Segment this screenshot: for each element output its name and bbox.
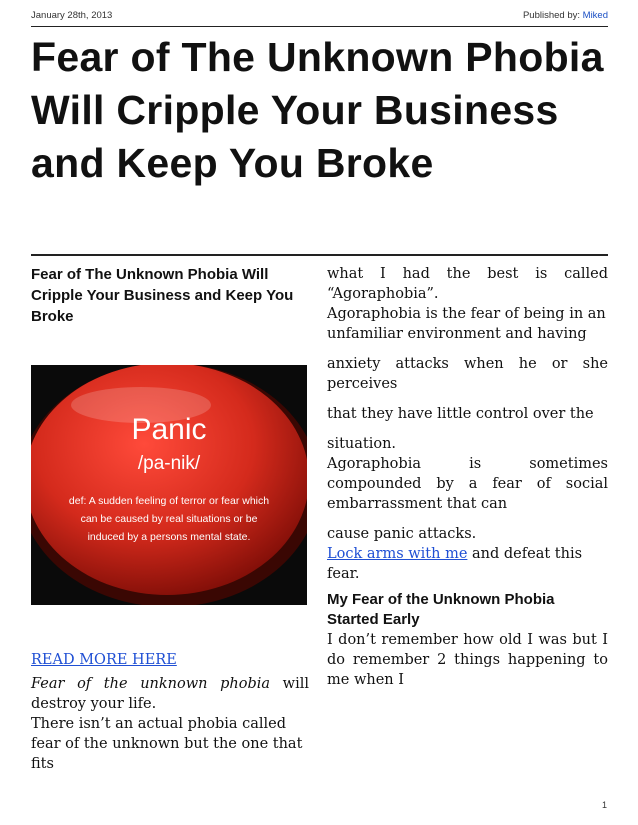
- read-more-link[interactable]: READ MORE HERE: [31, 652, 177, 668]
- paragraph-agoraphobia-definition: Agoraphobia is the fear of being in an unfamiliar environment and having: [327, 306, 606, 342]
- defeat-fear-text: and defeat this fear.: [327, 546, 583, 582]
- page-header: [31, 10, 608, 24]
- page-number: 1: [601, 800, 607, 810]
- phobia-phrase: Fear of the unknown phobia: [31, 676, 271, 692]
- left-body-text: [31, 674, 309, 774]
- article-title: Fear of The Unknown Phobia Will Cripple Your Business and Keep You Broke: [31, 34, 604, 186]
- paragraph-no-actual-phobia: There isn’t an actual phobia called fear of the unknown but the one that fits: [31, 716, 303, 772]
- paragraph-compounded: Agoraphobia is sometimes compounded by a fear of social embarrassment that can: [327, 456, 608, 512]
- panic-pronunciation: /pa-nik/: [137, 453, 201, 474]
- paragraph-destroy-life: [31, 674, 309, 714]
- left-column: [31, 264, 309, 327]
- publish-date: January 28th, 2013: [31, 10, 113, 21]
- panic-button-graphic: [31, 365, 307, 605]
- panic-button-image: [31, 365, 307, 605]
- right-column: [327, 264, 608, 690]
- published-by-label: Published by:: [522, 10, 583, 21]
- paragraph-agoraphobia-called: what I had the best is called “Agoraphobia”.: [327, 266, 608, 302]
- read-more: [31, 649, 309, 670]
- paragraph-panic-attacks: cause panic attacks.: [327, 526, 477, 542]
- header-divider: [31, 26, 608, 27]
- destroy-life-text: will destroy your life.: [31, 676, 309, 712]
- author-link[interactable]: Miked: [582, 10, 608, 21]
- panic-word: Panic: [131, 413, 207, 446]
- article-subheading: Fear of The Unknown Phobia Will Cripple Your Business and Keep You Broke: [31, 266, 294, 325]
- paragraph-little-control: that they have little control over the: [327, 406, 594, 422]
- paragraph-lock-arms: [327, 544, 608, 584]
- published-by: [523, 10, 608, 21]
- paragraph-anxiety-attacks: anxiety attacks when he or she perceives: [327, 356, 608, 392]
- lock-arms-link[interactable]: Lock arms with me: [327, 546, 468, 562]
- panic-definition: def: A sudden feeling of terror or fear which can be caused by real situations or be induced by a persons mental state.: [68, 495, 270, 543]
- paragraph-situation: situation.: [327, 436, 397, 452]
- section-heading-started-early: My Fear of the Unknown Phobia Started Early: [327, 591, 555, 628]
- paragraph-dont-remember: I don’t remember how old I was but I do remember 2 things happening to me when I: [327, 632, 608, 688]
- title-divider: [31, 254, 608, 256]
